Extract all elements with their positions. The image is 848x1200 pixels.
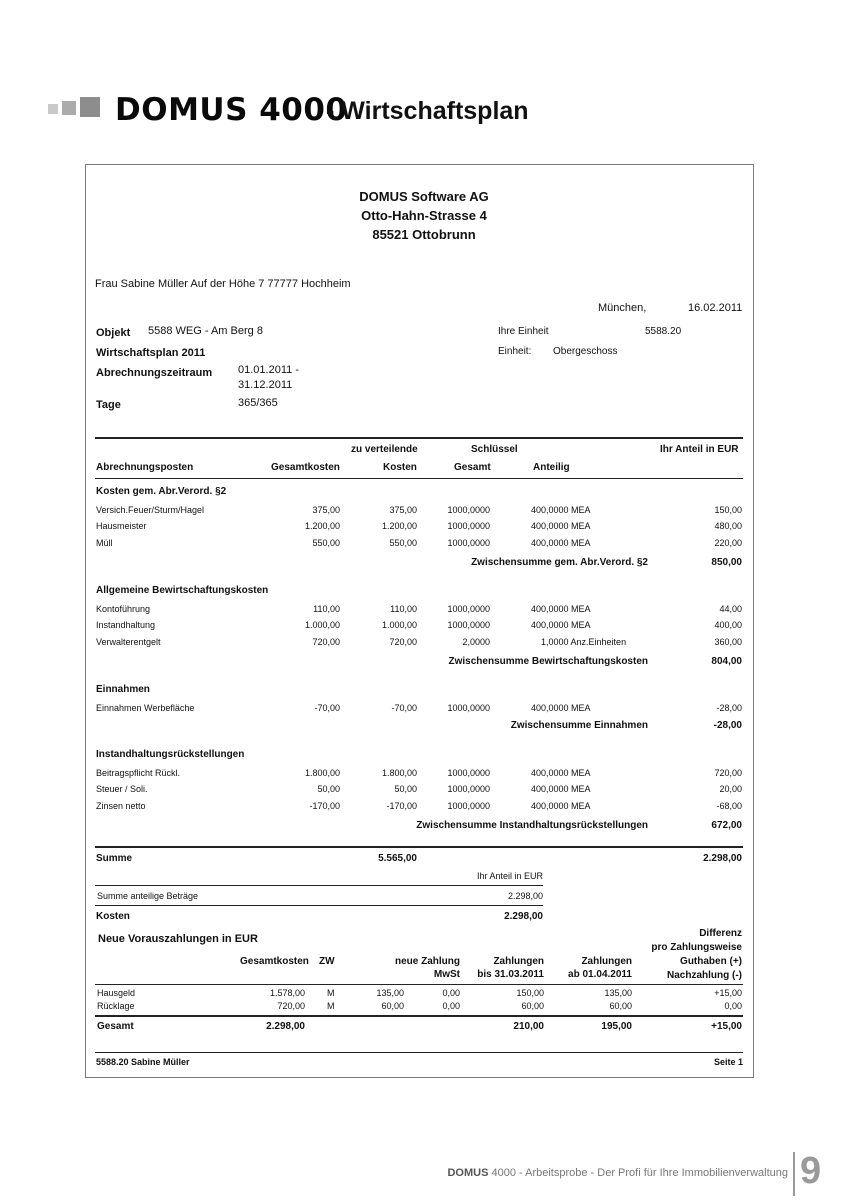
row-anteilig: 400,0000 MEA: [531, 768, 591, 778]
document-date: 16.02.2011: [688, 302, 743, 314]
subtotal-value: 672,00: [711, 820, 742, 831]
col-header-zahlungen-2: Zahlungen: [581, 956, 632, 967]
row-gesamt: 1000,0000: [447, 703, 490, 713]
row-anteilig: 400,0000 MEA: [531, 538, 591, 548]
row-anteil: 360,00: [714, 637, 742, 647]
voraus-row-neue: 60,00: [381, 1001, 404, 1011]
company-street: Otto-Hahn-Strasse 4: [361, 208, 487, 223]
row-name: Hausmeister: [96, 521, 147, 531]
row-anteilig: 400,0000 MEA: [531, 505, 591, 515]
table-header-rule: [95, 478, 743, 479]
row-gesamtkosten: -70,00: [314, 703, 340, 713]
row-gesamt: 2,0000: [462, 637, 490, 647]
col-header-guthaben: Guthaben (+): [680, 956, 742, 967]
gesamt-z2: 195,00: [601, 1021, 632, 1032]
vorauszahlungen-header-rule: [95, 984, 743, 985]
col-header-gesamtkosten: Gesamtkosten: [240, 956, 309, 967]
section-title: Kosten gem. Abr.Verord. §2: [96, 486, 227, 497]
company-name: DOMUS Software AG: [359, 189, 489, 204]
row-gesamtkosten: 720,00: [312, 637, 340, 647]
summe-rule: [95, 846, 743, 848]
subtotal-value: -28,00: [713, 720, 742, 731]
row-gesamtkosten: 1.200,00: [304, 521, 340, 531]
row-anteilig: 400,0000 MEA: [531, 604, 591, 614]
row-anteil: 720,00: [714, 768, 742, 778]
row-kosten: -70,00: [391, 703, 417, 713]
row-kosten: 550,00: [389, 538, 417, 548]
page-footer-caption: 4000 - Arbeitsprobe - Der Profi für Ihre Immobilienverwaltung: [488, 1167, 788, 1179]
tage-value: 365/365: [238, 397, 278, 409]
col-header-ab-datum: ab 01.04.2011: [568, 969, 632, 980]
anteil-box-bottom-rule: [95, 905, 543, 906]
page-footer-brand: DOMUS: [447, 1167, 489, 1179]
ihre-einheit-value: 5588.20: [645, 326, 682, 337]
einheit-value: Obergeschoss: [553, 346, 618, 357]
page-number: 9: [800, 1150, 822, 1192]
row-name: Instandhaltung: [96, 620, 156, 630]
subtotal-value: 850,00: [711, 557, 742, 568]
anteil-box-header: Ihr Anteil in EUR: [476, 871, 543, 881]
row-gesamtkosten: -170,00: [309, 801, 340, 811]
row-anteilig: 400,0000 MEA: [531, 784, 591, 794]
voraus-row-z2: 60,00: [609, 1001, 632, 1011]
objekt-value: 5588 WEG - Am Berg 8: [148, 325, 263, 337]
document-footer-rule: [95, 1052, 743, 1053]
row-gesamt: 1000,0000: [447, 604, 490, 614]
voraus-row-zw: M: [327, 988, 335, 998]
table-top-rule: [95, 437, 743, 439]
header-square-medium: [62, 101, 76, 115]
row-kosten: 1.800,00: [381, 768, 417, 778]
row-kosten: 1.200,00: [381, 521, 417, 531]
col-header-nachzahlung: Nachzahlung (-): [667, 970, 742, 981]
voraus-row-name: Rücklage: [97, 1001, 135, 1011]
row-gesamtkosten: 550,00: [312, 538, 340, 548]
voraus-row-z2: 135,00: [604, 988, 632, 998]
row-gesamtkosten: 50,00: [317, 784, 340, 794]
row-gesamt: 1000,0000: [447, 801, 490, 811]
gesamt-z1: 210,00: [513, 1021, 544, 1032]
col-header-zahlungen-1: Zahlungen: [493, 956, 544, 967]
subtotal-label: Zwischensumme Einnahmen: [510, 720, 648, 731]
voraus-row-diff: 0,00: [724, 1001, 742, 1011]
subtotal-label: Zwischensumme Bewirtschaftungskosten: [448, 656, 648, 667]
vorauszahlungen-total-rule: [95, 1015, 743, 1017]
col-header-kosten: Kosten: [383, 462, 417, 473]
gesamt-label: Gesamt: [97, 1021, 134, 1032]
voraus-row-z1: 150,00: [516, 988, 544, 998]
row-anteil: -28,00: [716, 703, 742, 713]
row-kosten: 720,00: [389, 637, 417, 647]
col-header-anteilig: Anteilig: [533, 462, 570, 473]
col-header-bis-datum: bis 31.03.2011: [477, 969, 544, 980]
row-name: Beitragspflicht Rückl.: [96, 768, 181, 778]
row-kosten: 110,00: [390, 604, 417, 614]
subtotal-value: 804,00: [711, 656, 742, 667]
row-anteil: -68,00: [716, 801, 742, 811]
row-name: Kontoführung: [96, 604, 151, 614]
subtotal-label: Zwischensumme gem. Abr.Verord. §2: [471, 557, 648, 568]
zeitraum-end: 31.12.2011: [238, 379, 293, 391]
wirtschaftsplan-label: Wirtschaftsplan 2011: [96, 347, 206, 359]
col-header-gesamtkosten: Gesamtkosten: [271, 462, 340, 473]
row-name: Einnahmen Werbefläche: [96, 703, 195, 713]
row-gesamt: 1000,0000: [447, 505, 490, 515]
row-kosten: 1.000,00: [381, 620, 417, 630]
voraus-row-mwst: 0,00: [442, 988, 460, 998]
row-gesamt: 1000,0000: [447, 538, 490, 548]
abrechnungszeitraum-label: Abrechnungszeitraum: [96, 367, 213, 379]
col-header-schluessel: Schlüssel: [471, 444, 518, 455]
row-kosten: -170,00: [386, 801, 417, 811]
row-name: Verwalterentgelt: [96, 637, 161, 647]
voraus-row-z1: 60,00: [521, 1001, 544, 1011]
company-city: 85521 Ottobrunn: [372, 227, 476, 242]
row-kosten: 375,00: [389, 505, 417, 515]
page-footer-text: [447, 1167, 788, 1179]
row-anteil: 150,00: [714, 505, 742, 515]
row-anteil: 44,00: [719, 604, 742, 614]
section-title: Einnahmen: [96, 684, 150, 695]
ihre-einheit-label: Ihre Einheit: [498, 326, 549, 337]
row-anteilig: 400,0000 MEA: [531, 703, 591, 713]
anteil-box-top-rule: [95, 885, 543, 886]
col-header-differenz: Differenz: [699, 928, 742, 939]
row-anteil: 480,00: [714, 521, 742, 531]
col-header-gesamt: Gesamt: [454, 462, 491, 473]
row-anteil: 400,00: [714, 620, 742, 630]
subtotal-label: Zwischensumme Instandhaltungsrückstellungen: [416, 820, 648, 831]
page-title-brand: DOMUS 4000: [115, 92, 348, 128]
row-gesamtkosten: 110,00: [313, 604, 340, 614]
document-footer-left: 5588.20 Sabine Müller: [96, 1057, 190, 1067]
voraus-row-gesamtkosten: 720,00: [277, 1001, 305, 1011]
col-header-zu-verteilende: zu verteilende: [351, 444, 418, 455]
row-kosten: 50,00: [394, 784, 417, 794]
row-anteilig: 400,0000 MEA: [531, 620, 591, 630]
header-square-small: [48, 104, 58, 114]
gesamt-diff: +15,00: [711, 1021, 742, 1032]
row-gesamt: 1000,0000: [447, 521, 490, 531]
voraus-row-neue: 135,00: [376, 988, 404, 998]
row-name: Zinsen netto: [96, 801, 146, 811]
col-header-zw: ZW: [319, 956, 335, 967]
voraus-row-diff: +15,00: [714, 988, 742, 998]
row-name: Steuer / Soli.: [96, 784, 148, 794]
vorauszahlungen-title: Neue Vorauszahlungen in EUR: [98, 933, 258, 945]
voraus-row-gesamtkosten: 1.578,00: [269, 988, 305, 998]
section-title: Allgemeine Bewirtschaftungskosten: [96, 585, 269, 596]
row-gesamtkosten: 1.800,00: [304, 768, 340, 778]
row-gesamt: 1000,0000: [447, 620, 490, 630]
voraus-row-mwst: 0,00: [442, 1001, 460, 1011]
section-title: Instandhaltungsrückstellungen: [96, 749, 245, 760]
row-anteilig: 1,0000 Anz.Einheiten: [541, 637, 627, 647]
zeitraum-start: 01.01.2011 -: [238, 364, 299, 376]
kosten-label: Kosten: [96, 911, 130, 922]
header-square-large: [80, 97, 100, 117]
col-header-mwst: MwSt: [433, 969, 460, 980]
row-gesamt: 1000,0000: [447, 784, 490, 794]
row-anteilig: 400,0000 MEA: [531, 801, 591, 811]
objekt-label: Objekt: [96, 327, 131, 339]
anteil-box-value: 2.298,00: [507, 891, 543, 901]
row-anteilig: 400,0000 MEA: [531, 521, 591, 531]
voraus-row-zw: M: [327, 1001, 335, 1011]
summe-anteil: 2.298,00: [703, 853, 742, 864]
row-name: Versich.Feuer/Sturm/Hagel: [96, 505, 205, 515]
anteil-box-label: Summe anteilige Beträge: [97, 891, 199, 901]
summe-label: Summe: [96, 853, 133, 864]
row-anteil: 220,00: [714, 538, 742, 548]
page-title-subtitle: - Wirtschaftsplan: [326, 97, 529, 125]
col-header-neue-zahlung: neue Zahlung: [395, 956, 460, 967]
page-footer-divider: [793, 1152, 795, 1196]
col-header-abrechnungsposten: Abrechnungsposten: [96, 462, 194, 473]
place-label: München,: [598, 302, 647, 314]
row-gesamtkosten: 375,00: [312, 505, 340, 515]
voraus-row-name: Hausgeld: [97, 988, 136, 998]
row-gesamtkosten: 1.000,00: [304, 620, 340, 630]
document-footer-page: Seite 1: [713, 1057, 743, 1067]
col-header-pro-zahlungsweise: pro Zahlungsweise: [651, 942, 742, 953]
gesamt-gesamtkosten: 2.298,00: [266, 1021, 305, 1032]
recipient-address: Frau Sabine Müller Auf der Höhe 7 77777 Hochheim: [95, 278, 351, 290]
row-anteil: 20,00: [719, 784, 742, 794]
summe-kosten: 5.565,00: [378, 853, 417, 864]
tage-label: Tage: [96, 399, 121, 411]
row-gesamt: 1000,0000: [447, 768, 490, 778]
row-name: Müll: [96, 538, 113, 548]
einheit-label: Einheit:: [498, 346, 532, 357]
col-header-ihr-anteil: Ihr Anteil in EUR: [660, 444, 739, 455]
kosten-value: 2.298,00: [504, 911, 543, 922]
